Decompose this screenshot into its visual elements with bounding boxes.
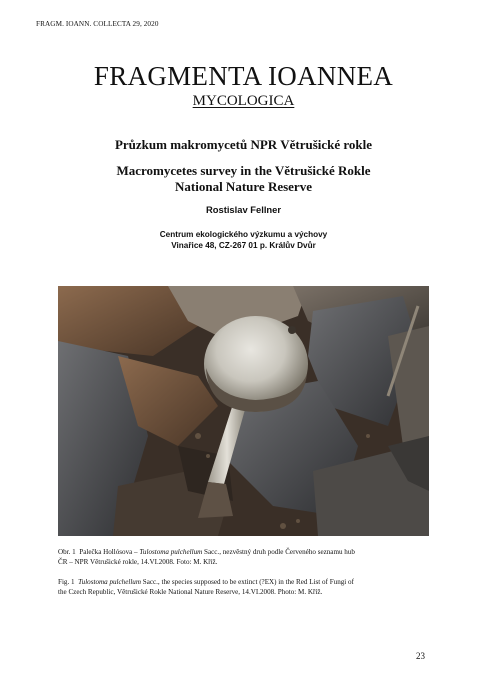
figure-caption-czech — [58, 547, 436, 567]
caption-czech-species: Tulostoma pulchellum — [139, 548, 203, 556]
caption-english-rest: Sacc., the species supposed to be extinct (?EX) in the Red List of Fungi of — [142, 578, 354, 586]
caption-english-line2: the Czech Republic, Větrušické Rokle National Nature Reserve, 14.VI.2008. Photo: M. Kříž. — [58, 588, 323, 596]
running-head: FRAGM. IOANN. COLLECTA 29, 2020 — [36, 20, 159, 28]
caption-english-species: Tulostoma pulchellum — [78, 578, 141, 586]
caption-english-line1 — [58, 577, 436, 587]
author-affiliation — [0, 229, 487, 251]
article-title-english-line2: National Nature Reserve — [175, 179, 312, 194]
caption-czech-rest: Sacc., nezvěstný druh podle Červeného seznamu hub — [204, 548, 355, 556]
article-title-czech: Průzkum makromycetů NPR Větrušické rokle — [114, 137, 373, 152]
mushroom-photo — [58, 286, 429, 536]
journal-title: FRAGMENTA IOANNEA — [93, 61, 394, 91]
journal-subtitle: MYCOLOGICA — [192, 93, 295, 109]
caption-english-label: Fig. 1 — [58, 578, 75, 586]
caption-czech-label: Obr. 1 — [58, 548, 76, 556]
article-title-english — [0, 163, 487, 195]
author-name: Rostislav Fellner — [205, 204, 282, 215]
affiliation-line1: Centrum ekologického výzkumu a výchovy — [159, 230, 328, 239]
page-number: 23 — [416, 651, 425, 661]
caption-czech-line1 — [58, 547, 436, 557]
caption-czech-common-name: Palečka Hollósova – — [79, 548, 138, 556]
article-title-english-line1: Macromycetes survey in the Větrušické Rokle — [116, 163, 371, 178]
caption-czech-line2: ČR – NPR Větrušické rokle, 14.VI.2008. Foto: M. Kříž. — [58, 558, 218, 566]
affiliation-line2: Vinařice 48, CZ-267 01 p. Králův Dvůr — [171, 241, 316, 250]
figure-caption-english — [58, 577, 436, 597]
